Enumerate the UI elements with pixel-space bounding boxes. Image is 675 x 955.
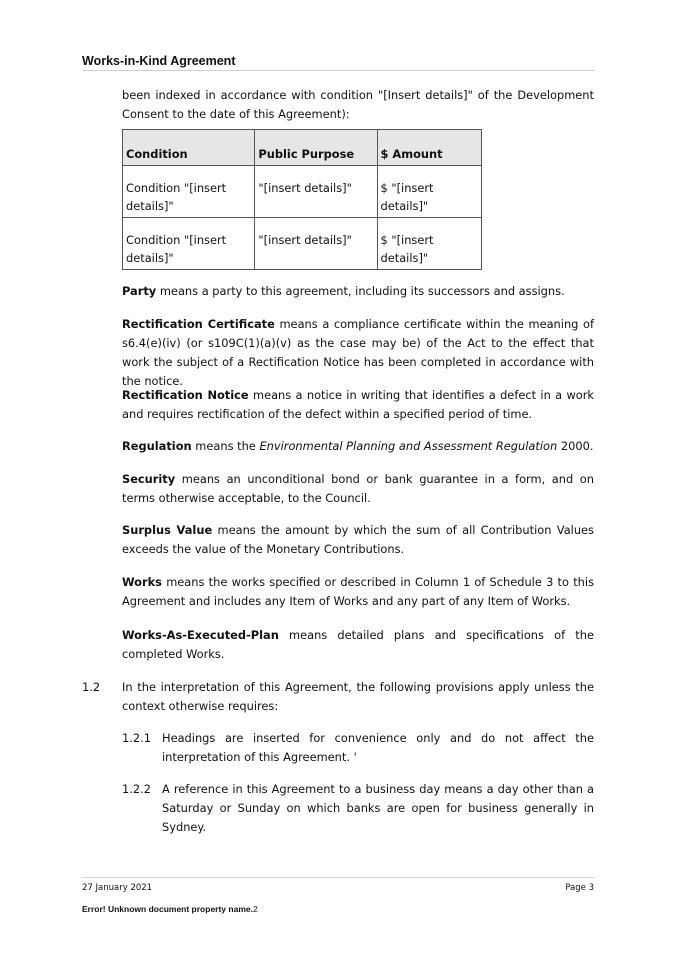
definition-text: means a notice in writing that identifies a defect in a work and requires rectification of the defect within a specified period of time. (122, 388, 595, 421)
subclause-number: 1.2.2 (122, 782, 151, 796)
table-row (123, 166, 482, 218)
definition-security (122, 470, 594, 508)
table-cell-condition: Condition "[insert details]" (123, 218, 255, 270)
table-cell-condition: Condition "[insert details]" (123, 166, 255, 218)
page-number: Page 3 (565, 883, 594, 893)
footer-error-suffix: 2 (252, 904, 258, 914)
intro-paragraph: been indexed in accordance with condition "[Insert details]" of the Development Consent to the date of this Agreement): (122, 88, 594, 121)
definition-text: means an unconditional bond or bank guarantee in a form, and on terms otherwise acceptable, to the Council. (122, 472, 594, 505)
definition-rectification-notice (122, 386, 594, 424)
definition-term: Works-As-Executed-Plan (122, 628, 279, 642)
column-header-condition: Condition (123, 130, 255, 166)
document-header-title: Works-in-Kind Agreement (82, 54, 236, 68)
definition-regulation (122, 437, 594, 456)
definition-surplus-value (122, 521, 594, 559)
definition-works (122, 573, 594, 611)
definition-rectification-certificate (122, 315, 594, 391)
definition-term: Party (122, 284, 157, 298)
subclause-text: A reference in this Agreement to a business day means a day other than a Saturday or Sunday on which banks are open for business generally in Sydney. (162, 782, 594, 834)
header-divider (82, 70, 595, 71)
column-header-public-purpose: Public Purpose (255, 130, 377, 166)
definition-term: Rectification Certificate (122, 317, 275, 331)
definition-term: Surplus Value (122, 523, 213, 537)
conditions-table (122, 129, 482, 270)
column-header-amount: $ Amount (377, 130, 482, 166)
definition-text: means detailed plans and specifications of the completed Works. (122, 628, 594, 661)
table-cell-purpose: "[insert details]" (255, 166, 377, 218)
definition-term: Security (122, 472, 176, 486)
footer-divider (82, 877, 595, 878)
footer-date: 27 January 2021 (82, 883, 153, 893)
definition-text: means a compliance certificate within the meaning of s6.4(e)(iv) (or s109C(1)(a)(v) as the case may be) of the Act to the effect that work the subject of a Rectification Notice has been completed in accordance with the notice. (122, 317, 594, 388)
table-header-row (123, 130, 482, 166)
clause-text: In the interpretation of this Agreement, the following provisions apply unless the context otherwise requires: (122, 680, 594, 713)
definition-text: means a party to this agreement, including its successors and assigns. (156, 284, 565, 298)
definition-works-as-executed-plan (122, 626, 594, 664)
table-row (123, 218, 482, 270)
definition-term: Works (122, 575, 162, 589)
subclause-number: 1.2.1 (122, 731, 151, 745)
table-cell-amount: $ "[insert details]" (377, 166, 482, 218)
table-cell-purpose: "[insert details]" (255, 218, 377, 270)
footer-error-text: Error! Unknown document property name. (82, 904, 253, 914)
definition-term: Rectification Notice (122, 388, 249, 402)
footer-property-error (82, 904, 258, 914)
table-cell-amount: $ "[insert details]" (377, 218, 482, 270)
definition-term: Regulation (122, 439, 192, 453)
definition-italic-title: Environmental Planning and Assessment Regulation (259, 439, 558, 453)
definition-party (122, 282, 594, 301)
definition-text: means the amount by which the sum of all Contribution Values exceeds the value of the Monetary Contributions. (122, 523, 594, 556)
definition-text: means the works specified or described in Column 1 of Schedule 3 to this Agreement and includes any Item of Works and any part of any Item of Works. (122, 575, 594, 608)
definition-text: means the (191, 439, 260, 453)
clause-number: 1.2 (82, 680, 101, 694)
subclause-text: Headings are inserted for convenience only and do not affect the interpretation of this Agreement. ' (162, 731, 594, 764)
definition-text-suffix: 2000. (557, 439, 594, 453)
